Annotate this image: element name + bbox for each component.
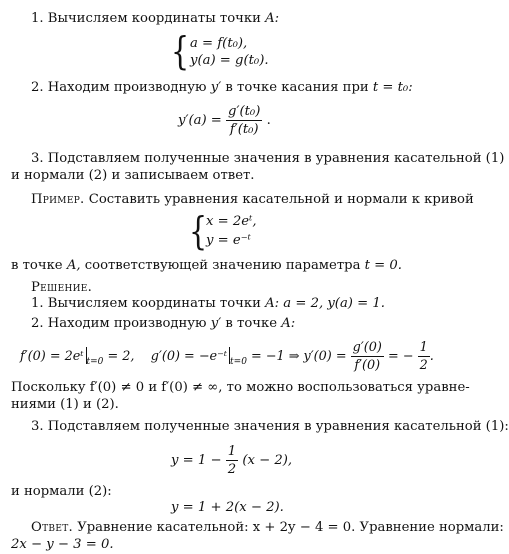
normal-label: и нормали (2): (11, 484, 112, 499)
system1-line2: y(a) = g(t₀). (190, 53, 269, 68)
derivs-tail: . (429, 349, 434, 364)
s-step2-rest: в точке (225, 316, 278, 331)
s-step2-point: A: (281, 316, 296, 331)
tangent-eq-lhs: y = 1 − (171, 453, 222, 468)
s-step1-line (31, 296, 385, 312)
derivs-frac-den: f′(0) (354, 358, 381, 373)
at-point-point: A, (66, 258, 81, 273)
derivs-f-rhs: = 2, (107, 349, 135, 364)
tangent-eq-den: 2 (227, 462, 237, 477)
tangent-eq-rhs: (x − 2), (242, 453, 293, 468)
s-step1-text: 1. Вычисляем координаты точки (31, 296, 261, 311)
step2-cond: t = t₀: (372, 80, 413, 95)
normal-eq: y = 1 + 2(x − 2). (171, 500, 284, 515)
step1-text: 1. Вычисляем координаты точки (31, 11, 261, 26)
s-step2-line (31, 316, 295, 332)
derivs-g-rhs: = −1 ⇒ y′(0) = (251, 349, 347, 364)
step2-var: y′ (210, 80, 222, 95)
example-label: Пример. (31, 192, 85, 207)
answer-text: Уравнение касательной: x + 2y − 4 = 0. Уравнение нормали: (77, 520, 504, 535)
s-step1-values: a = 2, y(a) = 1. (283, 296, 385, 311)
s-step2-var: y′ (210, 316, 222, 331)
tangent-eq (171, 444, 292, 477)
derivs-fraction (351, 340, 384, 373)
step2-line (31, 80, 413, 96)
derivs-g-sub: t=0 (230, 357, 247, 367)
s-step1-point: A: (265, 296, 280, 311)
at-point-cond: t = 0. (364, 258, 402, 273)
s-step2-text: 2. Находим производную (31, 316, 207, 331)
solution-label: Решение. (31, 280, 93, 295)
derivs-half-num: 1 (419, 340, 428, 355)
derivs-f-lhs: f′(0) = 2eᵗ (20, 349, 84, 364)
derivs-f-sub: t=0 (86, 357, 104, 367)
derivs-eq: = − (387, 349, 414, 364)
system2-line1: x = 2eᵗ, (206, 214, 257, 229)
tangent-eq-num: 1 (227, 444, 237, 459)
since-line1: Поскольку f′(0) ≠ 0 и f′(0) ≠ ∞, то можно воспользоваться уравне- (11, 380, 470, 395)
example-line (31, 192, 474, 208)
step1-point: A: (265, 11, 280, 26)
derivs-half-den: 2 (419, 358, 428, 373)
step3-line1: 3. Подставляем полученные значения в уравнения касательной (1) (31, 151, 505, 166)
derivs-half (418, 340, 430, 373)
formula1-fraction (226, 104, 262, 137)
derivs-g-lhs: g′(0) = −e⁻ᵗ (150, 349, 228, 364)
since-line2: ниями (1) и (2). (11, 397, 119, 412)
example-text: Составить уравнения касательной и нормали к кривой (88, 192, 474, 207)
s-step3-line: 3. Подставляем полученные значения в уравнения касательной (1): (31, 419, 509, 434)
answer-line2: 2x − y − 3 = 0. (11, 537, 114, 552)
derivs-line (20, 340, 434, 373)
system2-line2: y = e⁻ᵗ (206, 233, 251, 248)
answer-label: Ответ. (31, 520, 73, 535)
step2-text: 2. Находим производную (31, 80, 207, 95)
step3-line2: и нормали (2) и записываем ответ. (11, 168, 255, 183)
formula1-numerator: g′(t₀) (228, 104, 261, 119)
formula1-denominator: f′(t₀) (229, 122, 259, 137)
at-point-line (11, 258, 402, 274)
formula1-lhs: y′(a) = (178, 113, 222, 128)
tangent-eq-fraction (226, 444, 238, 477)
system1-brace: { (171, 29, 190, 73)
formula1 (178, 104, 271, 137)
formula1-tail: . (266, 113, 271, 128)
at-point-mid: соответствующей значению параметра (84, 258, 361, 273)
step1-line (31, 11, 279, 27)
derivs-frac-num: g′(0) (352, 340, 382, 355)
step2-rest: в точке касания при (225, 80, 369, 95)
system2-brace: { (189, 209, 208, 253)
at-point-pre: в точке (11, 258, 63, 273)
system1-line1: a = f(t₀), (190, 36, 248, 51)
answer-line1 (31, 520, 504, 536)
